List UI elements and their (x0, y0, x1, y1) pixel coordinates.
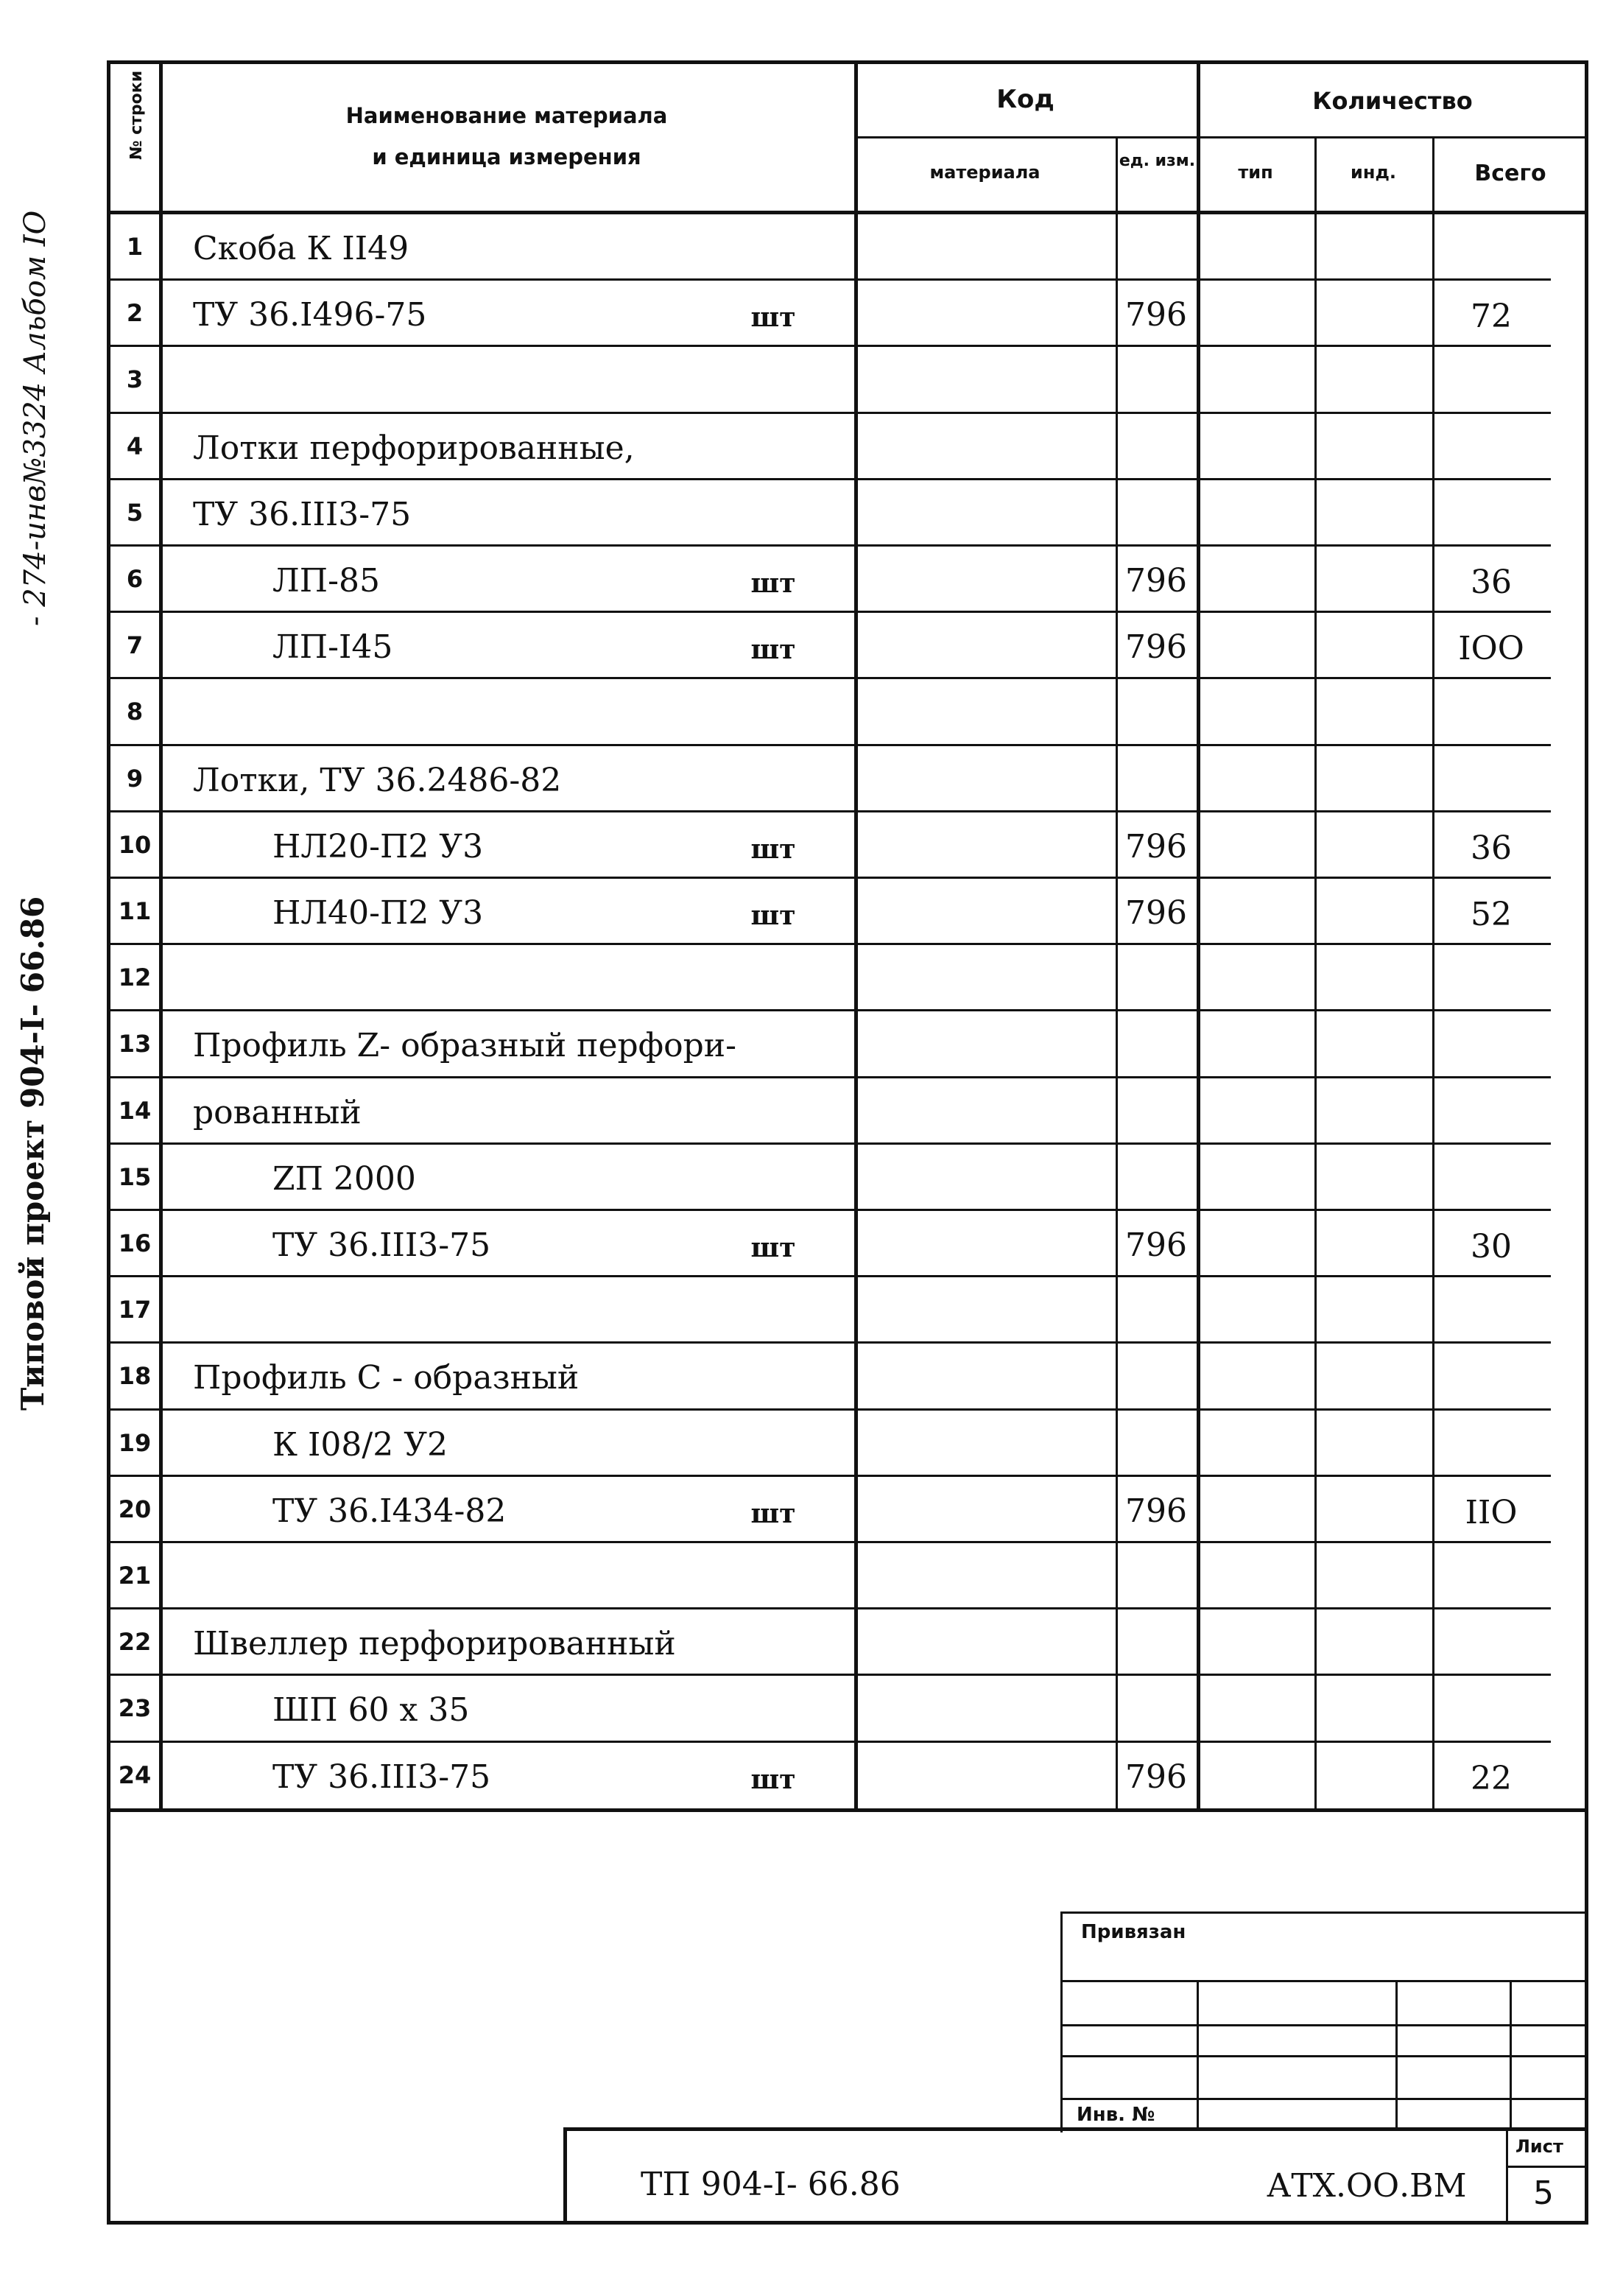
row-number: 4 (126, 432, 144, 460)
row-number: 7 (126, 631, 144, 660)
material-name: ТУ 36.I496-75 (193, 296, 427, 334)
row-line-left (107, 1408, 159, 1411)
row-line-left (107, 478, 159, 480)
code-qty-divider (1197, 60, 1200, 1810)
row-underline (159, 1076, 1551, 1078)
row-number: 21 (118, 1562, 152, 1590)
material-name: НЛ20-П2 У3 (272, 827, 484, 866)
row-underline (159, 744, 1551, 746)
unit-label: шт (750, 1763, 796, 1795)
row-number: 14 (118, 1096, 152, 1125)
unit-code: 796 (1125, 628, 1187, 667)
quantity-total: 72 (1471, 298, 1512, 336)
unit-label: шт (750, 900, 796, 931)
table-bottom (107, 1808, 1588, 1812)
material-name: ТУ 36.III3-75 (272, 1758, 491, 1796)
stamp-inv-no: Инв. № (1077, 2104, 1155, 2126)
row-underline (159, 1275, 1551, 1277)
row-line-left (107, 1741, 159, 1743)
row-underline (159, 611, 1551, 613)
row-number: 13 (118, 1030, 152, 1059)
quantity-total: 36 (1471, 829, 1512, 867)
unit-label: шт (750, 833, 796, 865)
header-qty-total: Всего (1474, 161, 1546, 186)
material-name: Профиль Z- образный перфори- (193, 1027, 736, 1065)
row-line-left (107, 744, 159, 746)
stamp-main-left (563, 2127, 567, 2225)
row-number: 5 (126, 498, 144, 527)
row-underline (159, 1009, 1551, 1011)
row-line-left (107, 1142, 159, 1145)
header-qty-type: тип (1238, 162, 1273, 183)
row-line-left (107, 1475, 159, 1477)
stamp-main-top (563, 2127, 1588, 2131)
unit-label: шт (750, 302, 796, 334)
album-note: - 274-инв№3324 Альбом IO (18, 210, 52, 626)
row-underline (159, 1674, 1551, 1676)
unit-code: 796 (1125, 827, 1187, 866)
unit-label: шт (750, 1232, 796, 1263)
row-underline (159, 1341, 1551, 1344)
material-name: К I08/2 У2 (272, 1425, 448, 1464)
name-col-divider (854, 60, 858, 1810)
row-line-left (107, 544, 159, 547)
row-line-left (107, 877, 159, 879)
row-number: 10 (118, 830, 152, 859)
row-underline (159, 1475, 1551, 1477)
row-number: 2 (126, 299, 144, 328)
stamp-privyazan: Привязан (1081, 1921, 1186, 1943)
row-line-left (107, 1341, 159, 1344)
header-row-no: № строки (127, 70, 146, 160)
material-name: Скоба К II49 (193, 230, 409, 267)
unit-code: 796 (1125, 562, 1187, 600)
row-line-left (107, 611, 159, 613)
material-name: ЛП-I45 (272, 628, 393, 667)
row-number: 20 (118, 1495, 152, 1523)
rownum-col-divider (159, 60, 163, 1810)
material-name: Лотки перфорированные, (193, 429, 635, 467)
row-underline (159, 943, 1551, 945)
row-line-left (107, 1674, 159, 1676)
header-code-unit: ед. изм. (1119, 152, 1196, 170)
row-number: 18 (118, 1362, 152, 1391)
header-code: Код (996, 85, 1055, 114)
unit-code: 796 (1125, 296, 1187, 334)
stamp-sheet-label: Лист (1515, 2136, 1563, 2157)
row-underline (159, 1408, 1551, 1411)
unit-code: 796 (1125, 1492, 1187, 1530)
material-name: ТУ 36.III3-75 (272, 1226, 491, 1264)
quantity-total: 52 (1471, 896, 1512, 933)
material-name: рованный (193, 1093, 362, 1131)
unit-code: 796 (1125, 1758, 1187, 1796)
quantity-total: 22 (1471, 1759, 1512, 1797)
unit-code-divider (1116, 136, 1118, 1810)
type-ind-divider (1314, 136, 1317, 1810)
row-line-left (107, 1541, 159, 1543)
material-name: ЛП-85 (272, 562, 380, 600)
row-underline (159, 412, 1551, 414)
row-line-left (107, 1607, 159, 1609)
unit-code: 796 (1125, 894, 1187, 932)
ind-total-divider (1432, 136, 1434, 1810)
stamp-col-2 (1395, 1980, 1398, 2127)
row-number: 23 (118, 1694, 152, 1723)
header-subdivider (854, 136, 1588, 138)
row-underline (159, 544, 1551, 547)
row-underline (159, 1209, 1551, 1211)
stamp-sheet-line (1506, 2166, 1588, 2168)
material-name: ШП 60 х 35 (272, 1691, 470, 1730)
row-number: 19 (118, 1428, 152, 1457)
row-underline (159, 278, 1551, 281)
row-number: 17 (118, 1296, 152, 1324)
row-underline (159, 1541, 1551, 1543)
material-name: Лотки, ТУ 36.2486-82 (193, 761, 562, 799)
row-number: 1 (126, 233, 144, 261)
header-bottom (107, 211, 1588, 214)
stamp-col-3 (1510, 1980, 1512, 2127)
row-underline (159, 1741, 1551, 1743)
header-quantity: Количество (1312, 87, 1473, 115)
stamp-col-1 (1197, 1980, 1199, 2127)
row-number: 16 (118, 1229, 152, 1257)
row-underline (159, 1607, 1551, 1609)
row-underline (159, 1142, 1551, 1145)
row-underline (159, 478, 1551, 480)
row-line-left (107, 278, 159, 281)
unit-label: шт (750, 568, 796, 599)
material-name: ТУ 36.I434-82 (272, 1492, 507, 1530)
row-number: 9 (126, 764, 144, 793)
row-line-left (107, 412, 159, 414)
row-number: 6 (126, 565, 144, 593)
header-name-line1: Наименование материала (345, 103, 668, 128)
row-number: 11 (118, 897, 152, 925)
row-underline (159, 345, 1551, 347)
row-line-left (107, 810, 159, 812)
row-line-left (107, 1275, 159, 1277)
row-line-left (107, 1209, 159, 1211)
header-code-material: материала (929, 162, 1041, 183)
row-number: 12 (118, 963, 152, 992)
material-name: ТУ 36.III3-75 (193, 495, 412, 533)
stamp-doc-code: АТХ.ОО.ВМ (1267, 2167, 1467, 2205)
row-underline (159, 810, 1551, 812)
quantity-total: 30 (1471, 1228, 1512, 1265)
stamp-designation: ТП 904-I- 66.86 (641, 2166, 901, 2203)
header-qty-ind: инд. (1351, 162, 1396, 183)
row-line-left (107, 943, 159, 945)
quantity-total: IIO (1465, 1493, 1518, 1531)
row-number: 24 (118, 1760, 152, 1789)
row-line-left (107, 677, 159, 679)
row-line-left (107, 1076, 159, 1078)
unit-label: шт (750, 1498, 796, 1529)
row-number: 22 (118, 1628, 152, 1657)
material-name: ZП 2000 (272, 1159, 416, 1198)
stamp-top-line (1060, 1911, 1588, 1914)
header-name-line2: и единица измерения (372, 144, 641, 169)
stamp-sheet-number: 5 (1533, 2174, 1554, 2212)
material-name: Швеллер перфорированный (193, 1625, 676, 1663)
row-line-left (107, 1009, 159, 1011)
material-name: Профиль С - образный (193, 1359, 580, 1397)
project-note: Типовой проект 904-I- 66.86 (15, 896, 51, 1411)
stamp-sheet-divider (1506, 2127, 1508, 2225)
row-underline (159, 877, 1551, 879)
quantity-total: 36 (1471, 564, 1512, 601)
row-line-left (107, 345, 159, 347)
material-name: НЛ40-П2 У3 (272, 894, 484, 932)
row-number: 15 (118, 1162, 152, 1191)
unit-code: 796 (1125, 1226, 1187, 1264)
row-number: 3 (126, 365, 144, 394)
row-underline (159, 677, 1551, 679)
row-number: 8 (126, 698, 144, 726)
quantity-total: IOO (1458, 630, 1524, 668)
unit-label: шт (750, 634, 796, 666)
